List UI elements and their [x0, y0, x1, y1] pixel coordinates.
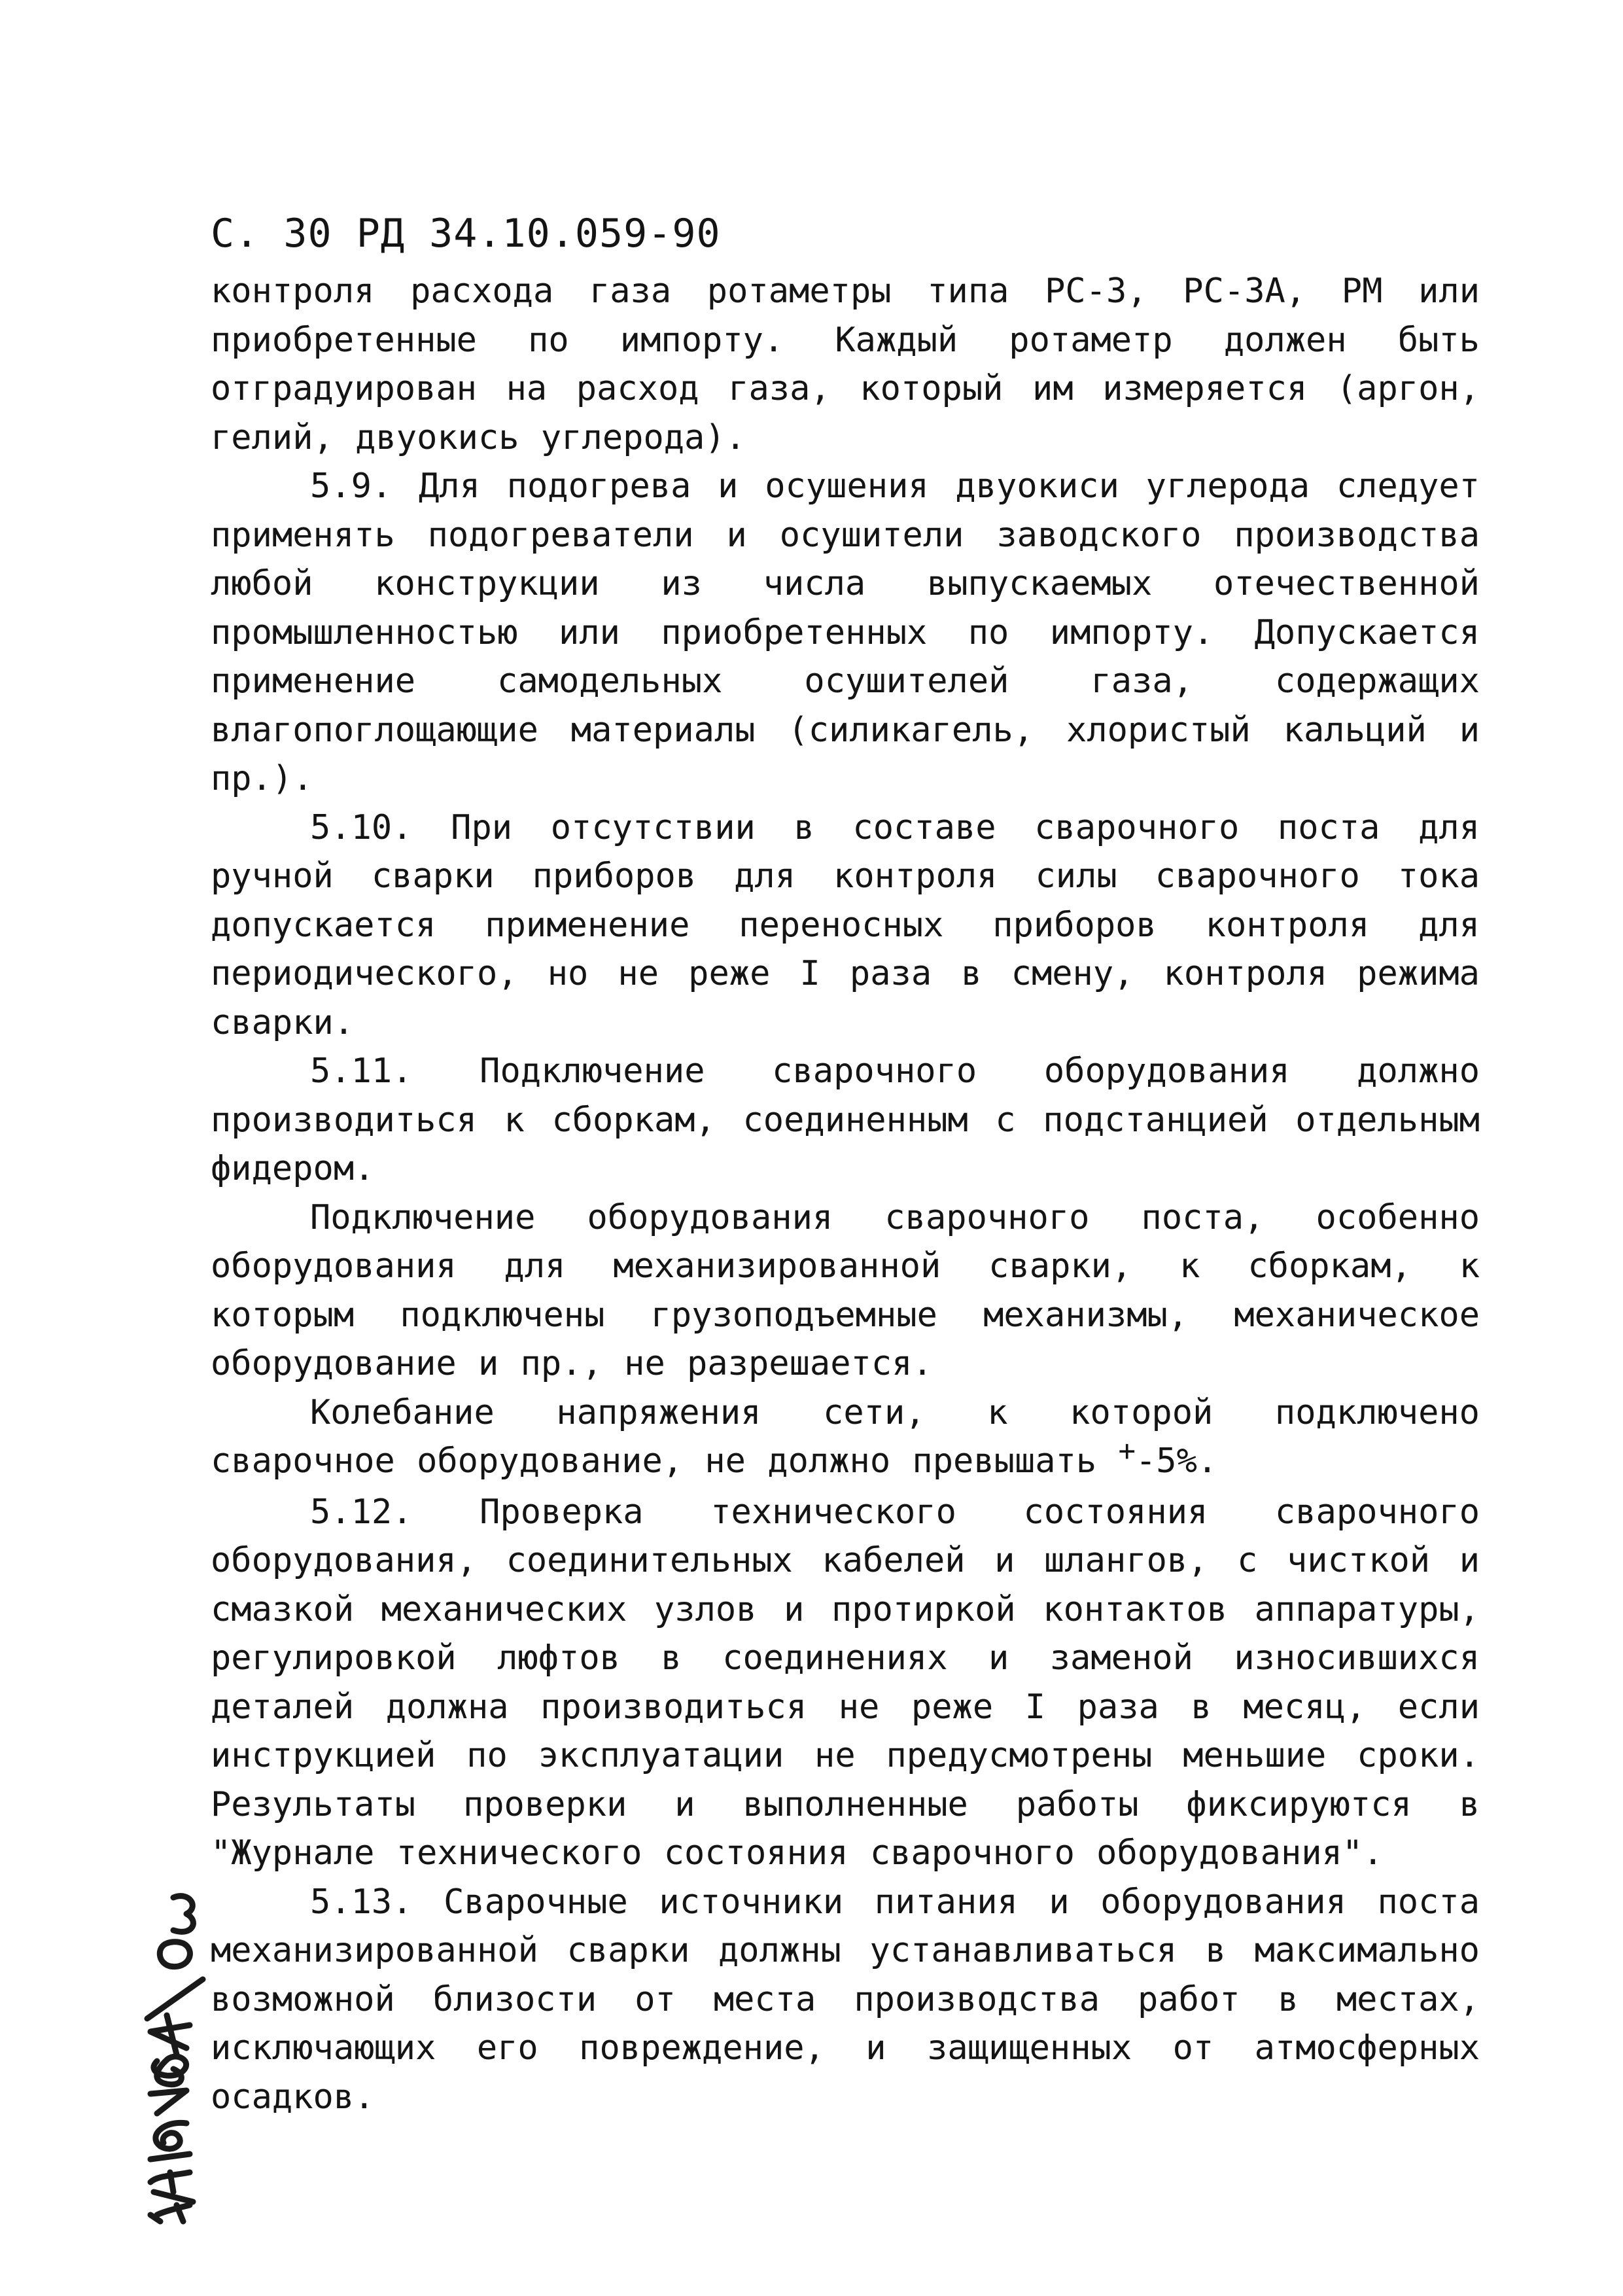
paragraph-5-9: 5.9. Для подогрева и осушения двуокиси углерода следует применять подогреватели и осушители заводского производства любой конструкции из числа выпускаемых отечественной промышленностью или приобретенных по импорту. Допускается применение самодельных осушителей газа, содержащих влагопоглощающие материалы (силикагель, хлористый кальций и пр.). — [211, 467, 1480, 798]
paragraph-rotameters: контроля расхода газа ротаметры типа РС-3, РС-3А, РМ или приобретенные по импорту. Каждый ротаметр должен быть отградуирован на расход газа, который им измеряется (аргон, гелий, двуокись углерода). — [211, 272, 1480, 457]
paragraph-5-12: 5.12. Проверка технического состояния сварочного оборудования, соединительных кабелей и шлангов, с чисткой и смазкой механических узлов и протиркой контактов аппаратуры, регулировкой люфтов в соединениях и заменой износившихся деталей должна производиться не реже I раза в месяц, если инструкцией по эксплуатации не предусмотрены меньшие сроки. Результаты проверки и выполненные работы фиксируются в "Журнале технического состояния сварочного оборудования". — [211, 1492, 1480, 1873]
voltage-limit: -5%. — [1136, 1441, 1218, 1481]
body-text — [211, 267, 1480, 2121]
paragraph-5-10: 5.10. При отсутствии в составе сварочного поста для ручной сварки приборов для контроля силы сварочного тока допускается применение переносных приборов контроля для периодического, но не реже I раза в смену, контроля режима сварки. — [211, 807, 1480, 1042]
plus-sign: + — [1118, 1434, 1136, 1468]
paragraph-5-11: 5.11. Подключение сварочного оборудования должно производиться к сборкам, соединенным с подстанцией отдельным фидером. — [211, 1051, 1480, 1188]
paragraph-5-13: 5.13. Сварочные источники питания и оборудования поста механизированной сварки должны устанавливаться в максимально возможной близости от места производства работ в местах, исключающих его повреждение, и защищенных от атмосферных осадков. — [211, 1882, 1480, 2117]
handwritten-inventory-note — [111, 1884, 209, 2225]
page-header: С. 30 РД 34.10.059-90 — [211, 211, 721, 256]
handwritten-note-drawing — [111, 1884, 209, 2225]
voltage-text: Колебание напряжения сети, к которой подключено сварочное оборудование, не должно превышать — [211, 1392, 1480, 1481]
paragraph-voltage — [211, 1388, 1480, 1488]
paragraph-connection: Подключение оборудования сварочного поста, особенно оборудования для механизированной сварки, к сборкам, к которым подключены грузоподъемные механизмы, механическое оборудование и пр., не разрешается. — [211, 1197, 1480, 1383]
